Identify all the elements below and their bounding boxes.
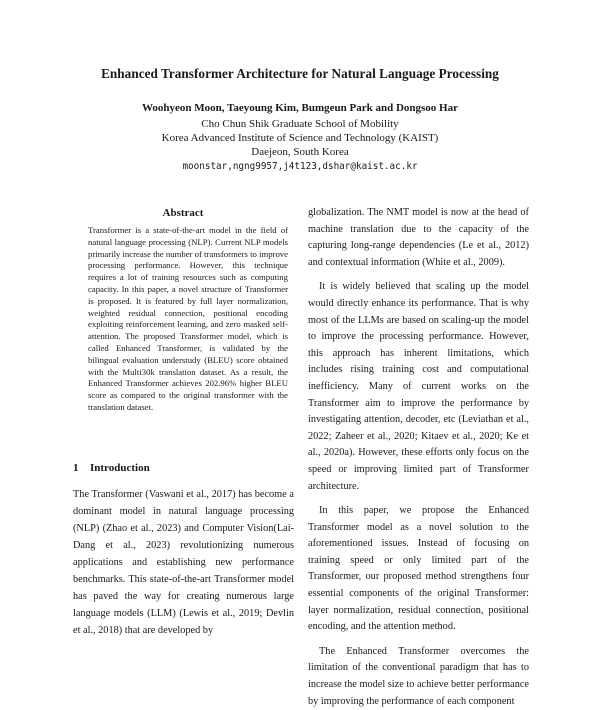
affiliation-line: Korea Advanced Institute of Science and Technology (KAIST) xyxy=(161,132,439,144)
affiliation-line: Cho Chun Shik Graduate School of Mobility xyxy=(201,118,399,130)
intro-paragraph: The Enhanced Transformer overcomes the limitation of the conventional paradigm that has to increase the model size to achieve better performance by improving the performance of each component xyxy=(308,645,529,707)
section-title: Introduction xyxy=(90,462,150,474)
section-number: 1 xyxy=(73,462,79,474)
right-column-text xyxy=(308,207,529,707)
affiliation-line: Daejeon, South Korea xyxy=(251,146,349,158)
paper-title: Enhanced Transformer Architecture for Natural Language Processing xyxy=(101,66,499,81)
intro-paragraph: In this paper, we propose the Enhanced Transformer model as a novel solution to the aforementioned issues. Instead of focusing on training speed or only limited part of the Transformer, our proposed method strengthens four essential components of the original Transformer: layer normalization, residual connection, positional encoding, and the attention method. xyxy=(308,505,529,633)
intro-paragraph: globalization. The NMT model is now at the head of machine translation due to the capacity of the capturing long-range dependencies (Le et al., 2012) and contextual information (White et al., 2009). xyxy=(308,207,529,268)
intro-paragraph: It is widely believed that scaling up the model would directly enhance its performance. That is why most of the LLMs are based on scaling-up the model to improve the processing performance. However, this approach has inherent limitations, which includes rising training cost and computational inefficiency. Many of current works on the Transformer aim to improve the performance by investigating attention, decoder, etc (Leviathan et al., 2022; Zaheer et al., 2020; Kitaev et al., 2020; Ke et al., 2020a). However, these efforts only focus on the speed or improving limited part of Transformer architecture. xyxy=(308,281,529,492)
abstract-heading: Abstract xyxy=(162,207,204,219)
abstract-body xyxy=(88,225,288,414)
section-heading-introduction xyxy=(73,462,150,474)
paper-authors: Woohyeon Moon, Taeyoung Kim, Bumgeun Park and Dongsoo Har xyxy=(141,102,458,114)
intro-paragraph: The Transformer (Vaswani et al., 2017) has become a dominant model in natural language processing (NLP) (Zhao et al., 2023) and Computer Vision(Lai-Dang et al., 2023) revolutionizing numerous applications and establishing new performance benchmarks. This state-of-the-art Transformer model has paved the way for creating numerous large language models (LLM) (Lewis et al., 2019; Devlin et al., 2018) that are developed by xyxy=(73,489,294,636)
abstract-text: Transformer is a state-of-the-art model in the field of natural language processing (NLP). Current NLP models primarily increase the number of transformers to improve processing performance. However, this technique requires a lot of training resources such as computing capacity. In this paper, a novel structure of Transformer is proposed. It is featured by full layer normalization, weighted residual connection, positional encoding exploiting reinforcement learning, and zero masked self-attention. The proposed Transformer model, which is called Enhanced Transformer, is validated by the bilingual evaluation understudy (BLEU) score obtained with the Multi30k translation dataset. As a result, the Enhanced Transformer achieves 202.96% higher BLEU score as compared to the original transformer with the translation dataset. xyxy=(88,225,288,412)
author-email: moonstar,ngng9957,j4t123,dshar@kaist.ac.kr xyxy=(182,161,418,172)
left-column-text xyxy=(73,486,294,636)
